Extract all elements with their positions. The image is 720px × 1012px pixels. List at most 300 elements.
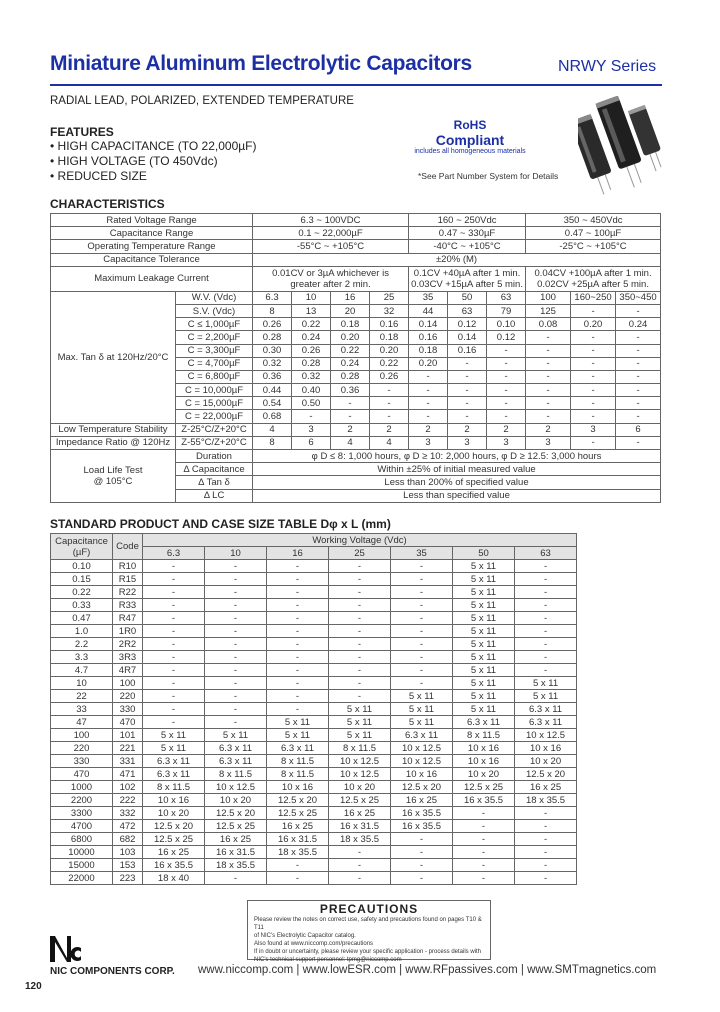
cell: - bbox=[329, 651, 391, 664]
cell: - bbox=[391, 651, 453, 664]
cell: 5 x 11 bbox=[453, 560, 515, 573]
row-label: Δ Tan δ bbox=[176, 476, 253, 489]
cell: 8 x 11.5 bbox=[143, 781, 205, 794]
cell: - bbox=[448, 410, 487, 423]
cell: - bbox=[391, 833, 453, 846]
cell: - bbox=[391, 573, 453, 586]
cell: - bbox=[391, 560, 453, 573]
table-row bbox=[51, 872, 577, 885]
row-label: C = 15,000µF bbox=[176, 397, 253, 410]
precautions-text bbox=[254, 916, 486, 964]
cell: - bbox=[515, 586, 577, 599]
leakage-text: 0.02CV +25µA after 5 min. bbox=[537, 278, 649, 290]
cell: - bbox=[329, 573, 391, 586]
cell: - bbox=[526, 331, 571, 344]
row-label: Z-55°C/Z+20°C bbox=[176, 436, 253, 449]
cell: 102 bbox=[113, 781, 143, 794]
cell: - bbox=[267, 859, 329, 872]
cell: - bbox=[267, 560, 329, 573]
row-label: Z-25°C/Z+20°C bbox=[176, 423, 253, 436]
cell: - bbox=[267, 599, 329, 612]
cell: 22000 bbox=[51, 872, 113, 885]
cell: 0.54 bbox=[253, 397, 292, 410]
cell: 222 bbox=[113, 794, 143, 807]
cell: 160 ~ 250Vdc bbox=[409, 214, 526, 227]
cell: - bbox=[515, 872, 577, 885]
cell: 0.26 bbox=[370, 370, 409, 383]
row-label: C = 10,000µF bbox=[176, 384, 253, 397]
cell: 10000 bbox=[51, 846, 113, 859]
std-header-row bbox=[51, 534, 577, 547]
cell: 330 bbox=[51, 755, 113, 768]
leakage-text: greater after 2 min. bbox=[290, 278, 371, 290]
cell: - bbox=[267, 612, 329, 625]
cell: 6.3 x 11 bbox=[205, 755, 267, 768]
cell: 10 x 12.5 bbox=[205, 781, 267, 794]
cell: - bbox=[453, 859, 515, 872]
cell: 0.18 bbox=[409, 344, 448, 357]
cell: - bbox=[409, 410, 448, 423]
cell: 10 x 12.5 bbox=[329, 755, 391, 768]
cell: - bbox=[515, 859, 577, 872]
table-row bbox=[51, 729, 577, 742]
cell: 101 bbox=[113, 729, 143, 742]
cell: 0.44 bbox=[253, 384, 292, 397]
table-row bbox=[51, 573, 577, 586]
cell: - bbox=[370, 410, 409, 423]
cell: 5 x 11 bbox=[267, 716, 329, 729]
cell: 5 x 11 bbox=[453, 651, 515, 664]
cell: - bbox=[205, 573, 267, 586]
feature-item: • HIGH VOLTAGE (TO 450Vdc) bbox=[50, 154, 218, 168]
cell: - bbox=[329, 625, 391, 638]
cell: - bbox=[515, 820, 577, 833]
cell: 10 x 16 bbox=[515, 742, 577, 755]
characteristics-heading: CHARACTERISTICS bbox=[50, 197, 165, 211]
cell: 33 bbox=[51, 703, 113, 716]
cell: 12.5 x 20 bbox=[515, 768, 577, 781]
cell: 0.18 bbox=[370, 331, 409, 344]
cell: 100 bbox=[51, 729, 113, 742]
cell: R10 bbox=[113, 560, 143, 573]
cell: 470 bbox=[113, 716, 143, 729]
cell: - bbox=[487, 344, 526, 357]
cell: 5 x 11 bbox=[267, 729, 329, 742]
precaution-line[interactable]: Also found at www.niccomp.com/precautions bbox=[254, 941, 374, 947]
cell: - bbox=[329, 599, 391, 612]
cell: 0.47 ~ 330µF bbox=[409, 227, 526, 240]
cell: - bbox=[571, 304, 616, 317]
cell: - bbox=[205, 664, 267, 677]
row-label: Capacitance Tolerance bbox=[51, 253, 253, 266]
cell: 6.3 x 11 bbox=[391, 729, 453, 742]
cell: - bbox=[453, 820, 515, 833]
cell: 10 x 16 bbox=[453, 755, 515, 768]
low-temp-row bbox=[51, 436, 661, 449]
cell: - bbox=[526, 410, 571, 423]
tolerance-row bbox=[51, 253, 661, 266]
cell: 6.3 bbox=[253, 291, 292, 304]
cell: - bbox=[391, 677, 453, 690]
cell: 79 bbox=[487, 304, 526, 317]
cell: 16 x 25 bbox=[267, 820, 329, 833]
cell: - bbox=[143, 560, 205, 573]
cell: - bbox=[448, 397, 487, 410]
cell: - bbox=[205, 716, 267, 729]
cell: - bbox=[515, 846, 577, 859]
cell: 470 bbox=[51, 768, 113, 781]
cell: 47 bbox=[51, 716, 113, 729]
cell: - bbox=[143, 625, 205, 638]
cell: 3 bbox=[526, 436, 571, 449]
voltage-header: 10 bbox=[205, 547, 267, 560]
low-temp-label: Low Temperature Stability bbox=[51, 423, 176, 436]
cell: 10 x 20 bbox=[329, 781, 391, 794]
cell: 5 x 11 bbox=[515, 690, 577, 703]
table-row bbox=[51, 703, 577, 716]
cell: - bbox=[448, 384, 487, 397]
working-voltage-header: Working Voltage (Vdc) bbox=[143, 534, 577, 547]
cell: - bbox=[267, 573, 329, 586]
precaution-line: of NIC's Electrolytic Capacitor catalog. bbox=[254, 933, 356, 939]
cell: - bbox=[448, 357, 487, 370]
cell: - bbox=[391, 872, 453, 885]
voltage-header: 50 bbox=[453, 547, 515, 560]
cell: R15 bbox=[113, 573, 143, 586]
cell: 5 x 11 bbox=[329, 716, 391, 729]
wv-row bbox=[51, 291, 661, 304]
cell: 6.3 x 11 bbox=[143, 768, 205, 781]
cell: 22 bbox=[51, 690, 113, 703]
cell: - bbox=[205, 638, 267, 651]
cell: - bbox=[409, 397, 448, 410]
cell: 5 x 11 bbox=[391, 703, 453, 716]
cell: - bbox=[143, 586, 205, 599]
cell: - bbox=[205, 612, 267, 625]
cell: 20 bbox=[331, 304, 370, 317]
std-body bbox=[51, 560, 577, 885]
rohs-note: *See Part Number System for Details bbox=[418, 171, 559, 181]
table-row bbox=[51, 625, 577, 638]
cell: 2.2 bbox=[51, 638, 113, 651]
cell: 0.08 bbox=[526, 318, 571, 331]
cell: 16 x 25 bbox=[143, 846, 205, 859]
low-temp-label: Impedance Ratio @ 120Hz bbox=[51, 436, 176, 449]
leakage-text: 0.04CV +100µA after 1 min. bbox=[534, 267, 652, 279]
cell: - bbox=[205, 560, 267, 573]
cell: 0.33 bbox=[51, 599, 113, 612]
cell: 5 x 11 bbox=[515, 677, 577, 690]
cell: 1000 bbox=[51, 781, 113, 794]
cell: Less than specified value bbox=[253, 489, 661, 502]
cell: 4 bbox=[253, 423, 292, 436]
cell: - bbox=[616, 384, 661, 397]
cell: - bbox=[292, 410, 331, 423]
standard-table-heading: STANDARD PRODUCT AND CASE SIZE TABLE Dφ x L (mm) bbox=[50, 517, 391, 531]
cell: 6800 bbox=[51, 833, 113, 846]
standard-product-table bbox=[50, 533, 577, 885]
cell: 3.3 bbox=[51, 651, 113, 664]
cell: 0.12 bbox=[448, 318, 487, 331]
cell: 6.3 x 11 bbox=[515, 703, 577, 716]
cell: 16 x 25 bbox=[391, 794, 453, 807]
precaution-line[interactable]: NIC's technical support personnel: tpmg@niccomp.com bbox=[254, 957, 402, 963]
cell: 18 x 35.5 bbox=[205, 859, 267, 872]
cell: 0.22 bbox=[51, 586, 113, 599]
cell: 18 x 40 bbox=[143, 872, 205, 885]
cell: - bbox=[267, 664, 329, 677]
cell: R47 bbox=[113, 612, 143, 625]
cell: 0.36 bbox=[331, 384, 370, 397]
cell: 0.68 bbox=[253, 410, 292, 423]
features-heading: FEATURES bbox=[50, 125, 114, 139]
cell: 12.5 x 25 bbox=[205, 820, 267, 833]
cell: 5 x 11 bbox=[329, 729, 391, 742]
cell: 350~450 bbox=[616, 291, 661, 304]
cell: 63 bbox=[448, 304, 487, 317]
cell: - bbox=[571, 344, 616, 357]
cell: 16 x 35.5 bbox=[391, 820, 453, 833]
page-title: Miniature Aluminum Electrolytic Capacitors bbox=[50, 52, 472, 75]
cell: 2 bbox=[487, 423, 526, 436]
cell: 0.12 bbox=[487, 331, 526, 344]
cell: - bbox=[616, 397, 661, 410]
cell: - bbox=[391, 859, 453, 872]
cell: 8 x 11.5 bbox=[453, 729, 515, 742]
cell: - bbox=[143, 573, 205, 586]
cell: 44 bbox=[409, 304, 448, 317]
cell: 5 x 11 bbox=[453, 677, 515, 690]
cell: - bbox=[143, 638, 205, 651]
cell: 5 x 11 bbox=[143, 742, 205, 755]
cell: - bbox=[616, 331, 661, 344]
leakage-text: 0.01CV or 3µA whichever is bbox=[272, 267, 389, 279]
cell: 5 x 11 bbox=[391, 690, 453, 703]
cell: 0.30 bbox=[253, 344, 292, 357]
cell: 12.5 x 25 bbox=[267, 807, 329, 820]
table-row bbox=[51, 820, 577, 833]
cell: 0.40 bbox=[292, 384, 331, 397]
precautions-title: PRECAUTIONS bbox=[319, 902, 419, 916]
cell: - bbox=[205, 586, 267, 599]
cell: 8 bbox=[253, 304, 292, 317]
capacitance-header-text: Capacitance bbox=[55, 535, 108, 547]
capacitor-image bbox=[578, 96, 662, 200]
cell: 220 bbox=[113, 690, 143, 703]
cell: - bbox=[267, 638, 329, 651]
characteristics-table bbox=[50, 213, 661, 503]
cell: 10 x 16 bbox=[267, 781, 329, 794]
cell: - bbox=[515, 651, 577, 664]
cell: 10 x 20 bbox=[143, 807, 205, 820]
cell: - bbox=[515, 573, 577, 586]
precautions-box bbox=[247, 900, 491, 963]
row-label: Δ LC bbox=[176, 489, 253, 502]
table-row bbox=[51, 677, 577, 690]
row-label: C = 2,200µF bbox=[176, 331, 253, 344]
cell: -25°C ~ +105°C bbox=[526, 240, 661, 253]
cell: 10 bbox=[51, 677, 113, 690]
cell: - bbox=[143, 664, 205, 677]
table-row bbox=[51, 612, 577, 625]
row-label: C = 22,000µF bbox=[176, 410, 253, 423]
footer-links[interactable]: www.niccomp.com | www.lowESR.com | www.RFpassives.com | www.SMTmagnetics.com bbox=[198, 964, 657, 976]
table-row bbox=[51, 833, 577, 846]
cell: - bbox=[526, 357, 571, 370]
cell: - bbox=[515, 807, 577, 820]
cell: 12.5 x 25 bbox=[453, 781, 515, 794]
cell: 12.5 x 25 bbox=[329, 794, 391, 807]
table-row bbox=[51, 781, 577, 794]
cell: - bbox=[329, 677, 391, 690]
cell: - bbox=[329, 664, 391, 677]
cell: - bbox=[616, 344, 661, 357]
cell: - bbox=[571, 436, 616, 449]
cell: - bbox=[329, 586, 391, 599]
subtitle: RADIAL LEAD, POLARIZED, EXTENDED TEMPERATURE bbox=[50, 95, 354, 107]
cell: - bbox=[526, 397, 571, 410]
cell: 5 x 11 bbox=[329, 703, 391, 716]
row-label: C = 3,300µF bbox=[176, 344, 253, 357]
table-row bbox=[51, 690, 577, 703]
feature-item: • HIGH CAPACITANCE (TO 22,000µF) bbox=[50, 139, 257, 153]
cell: 0.28 bbox=[331, 370, 370, 383]
cell: 0.26 bbox=[253, 318, 292, 331]
cell: - bbox=[143, 599, 205, 612]
voltage-header: 6.3 bbox=[143, 547, 205, 560]
cell: Less than 200% of specified value bbox=[253, 476, 661, 489]
cell: 0.28 bbox=[253, 331, 292, 344]
cell: - bbox=[329, 612, 391, 625]
cell: 2 bbox=[448, 423, 487, 436]
cell: 103 bbox=[113, 846, 143, 859]
cell: - bbox=[205, 872, 267, 885]
cell: - bbox=[391, 586, 453, 599]
cell: 160~250 bbox=[571, 291, 616, 304]
cell: 4 bbox=[370, 436, 409, 449]
row-label: S.V. (Vdc) bbox=[176, 304, 253, 317]
cell: 16 x 25 bbox=[205, 833, 267, 846]
cell: 125 bbox=[526, 304, 571, 317]
tan-delta-section bbox=[51, 291, 661, 423]
cell: 2200 bbox=[51, 794, 113, 807]
cell: 6 bbox=[616, 423, 661, 436]
voltage-header: 25 bbox=[329, 547, 391, 560]
cell: 4 bbox=[331, 436, 370, 449]
table-row bbox=[51, 755, 577, 768]
row-label: W.V. (Vdc) bbox=[176, 291, 253, 304]
cell: - bbox=[143, 690, 205, 703]
cell: 0.50 bbox=[292, 397, 331, 410]
cell: - bbox=[487, 357, 526, 370]
cell: 0.16 bbox=[448, 344, 487, 357]
cell: 5 x 11 bbox=[205, 729, 267, 742]
cell: - bbox=[391, 638, 453, 651]
cell: 3 bbox=[571, 423, 616, 436]
cell: 16 x 25 bbox=[329, 807, 391, 820]
cell: 18 x 35.5 bbox=[267, 846, 329, 859]
cell: 0.10 bbox=[487, 318, 526, 331]
cell: 5 x 11 bbox=[453, 599, 515, 612]
cell: - bbox=[329, 690, 391, 703]
cell: 5 x 11 bbox=[453, 638, 515, 651]
precaution-line: If in doubt or uncertainty, please review your specific application - process details with bbox=[254, 949, 482, 955]
title-divider bbox=[50, 84, 662, 86]
cell: 10 x 12.5 bbox=[391, 742, 453, 755]
cell: 4700 bbox=[51, 820, 113, 833]
table-row bbox=[51, 716, 577, 729]
cell: 6.3 x 11 bbox=[143, 755, 205, 768]
cell: 0.20 bbox=[409, 357, 448, 370]
cell: 13 bbox=[292, 304, 331, 317]
company-name: NIC COMPONENTS CORP. bbox=[50, 966, 175, 977]
row-label: C ≤ 1,000µF bbox=[176, 318, 253, 331]
cell: 331 bbox=[113, 755, 143, 768]
capacitance-header-unit: (µF) bbox=[72, 546, 91, 558]
cell: 0.15 bbox=[51, 573, 113, 586]
cell: - bbox=[205, 625, 267, 638]
cell: 15000 bbox=[51, 859, 113, 872]
cell: Within ±25% of initial measured value bbox=[253, 463, 661, 476]
cell: - bbox=[391, 846, 453, 859]
cell: - bbox=[267, 690, 329, 703]
cell: 1.0 bbox=[51, 625, 113, 638]
cell: 5 x 11 bbox=[453, 612, 515, 625]
cell: 0.18 bbox=[331, 318, 370, 331]
row-label: C = 6,800µF bbox=[176, 370, 253, 383]
table-row bbox=[51, 638, 577, 651]
cell: 332 bbox=[113, 807, 143, 820]
cell: 10 bbox=[292, 291, 331, 304]
precaution-line: Please review the notes on correct use, safety and precautions found on pages T10 & T11 bbox=[254, 917, 482, 931]
cell: 472 bbox=[113, 820, 143, 833]
load-life-label bbox=[51, 450, 176, 503]
cell: - bbox=[205, 703, 267, 716]
cell: - bbox=[205, 690, 267, 703]
cell: - bbox=[329, 846, 391, 859]
cell: - bbox=[515, 664, 577, 677]
cell: - bbox=[515, 560, 577, 573]
cell: 18 x 35.5 bbox=[329, 833, 391, 846]
cell: 5 x 11 bbox=[143, 729, 205, 742]
cell bbox=[253, 266, 409, 291]
cell: - bbox=[515, 612, 577, 625]
row-label: Rated Voltage Range bbox=[51, 214, 253, 227]
cell: 10 x 12.5 bbox=[329, 768, 391, 781]
cell: - bbox=[616, 357, 661, 370]
cell: 0.1 ~ 22,000µF bbox=[253, 227, 409, 240]
load-life-label-text: Load Life Test bbox=[83, 464, 143, 476]
cell: - bbox=[329, 560, 391, 573]
cell: - bbox=[143, 716, 205, 729]
load-life-label-text: @ 105°C bbox=[93, 475, 133, 487]
cell: - bbox=[267, 677, 329, 690]
cell: 2 bbox=[331, 423, 370, 436]
load-life-row bbox=[51, 450, 661, 463]
cell: - bbox=[409, 384, 448, 397]
cell: - bbox=[267, 703, 329, 716]
cell: 35 bbox=[409, 291, 448, 304]
cell: 10 x 16 bbox=[453, 742, 515, 755]
code-header: Code bbox=[113, 534, 143, 560]
cell: 8 x 11.5 bbox=[267, 768, 329, 781]
cell: 8 x 11.5 bbox=[205, 768, 267, 781]
cell: 350 ~ 450Vdc bbox=[526, 214, 661, 227]
cell: - bbox=[329, 859, 391, 872]
cell: - bbox=[267, 872, 329, 885]
cell: 16 x 31.5 bbox=[267, 833, 329, 846]
cell: 0.47 bbox=[51, 612, 113, 625]
